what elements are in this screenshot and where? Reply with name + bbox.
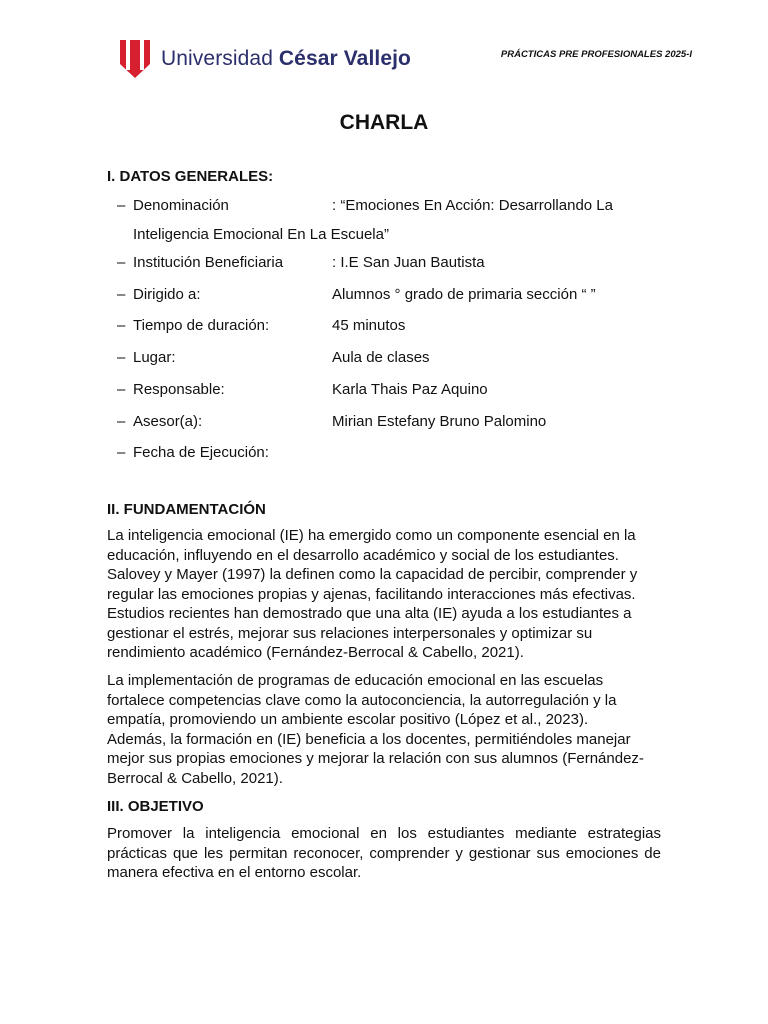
list-dash: – [117, 286, 126, 303]
datos-value: Mirian Estefany Bruno Palomino [332, 413, 547, 430]
datos-value: : I.E San Juan Bautista [332, 254, 485, 271]
datos-value: Alumnos ° grado de primaria sección “ ” [332, 286, 596, 303]
fundamentacion-paragraph-2: La implementación de programas de educación emocional en las escuelas fortalece competencias clave como la autoconciencia, la autorregulación y la empatía, promoviendo un ambiente escolar positivo (López et al., 2023). Además, la formación en (IE) beneficia a los docentes, permitiéndoles manejar mejor sus propias emociones y mejorar la relación con sus alumnos (Fernández-Berrocal & Cabello, 2021). [107, 672, 644, 787]
header-course-label: PRÁCTICAS PRE PROFESIONALES 2025-I [500, 49, 692, 60]
page-title: CHARLA [339, 111, 429, 134]
logo-text-bold: César Vallejo [278, 47, 411, 70]
list-dash: – [117, 317, 126, 334]
datos-label: Asesor(a): [133, 413, 203, 430]
datos-value: Karla Thais Paz Aquino [332, 381, 488, 398]
fundamentacion-paragraph-1: La inteligencia emocional (IE) ha emergido como un componente esencial en la educación, influyendo en el desarrollo académico y social de los estudiantes. Salovey y Mayer (1997) la definen como la capacidad de percibir, comprender y regular las emociones propias y ajenas, facilitando interacciones más efectivas. Estudios recientes han demostrado que una alta (IE) ayuda a los estudiantes a gestionar el estrés, mejorar sus relaciones interpersonales y optimizar su rendimiento académico (Fernández-Berrocal & Cabello, 2021). [107, 527, 638, 661]
datos-label: Institución Beneficiaria [133, 254, 284, 271]
logo-wordmark [161, 47, 411, 71]
datos-label: Fecha de Ejecución: [133, 444, 269, 461]
section-heading-fundamentacion: II. FUNDAMENTACIÓN [107, 501, 266, 518]
list-dash: – [117, 349, 126, 366]
objetivo-paragraph: Promover la inteligencia emocional en los estudiantes mediante estrategias prácticas que les permitan reconocer, comprender y gestionar sus emociones de manera efectiva en el entorno escolar. [107, 825, 661, 881]
section-heading-objetivo: III. OBJETIVO [107, 798, 204, 815]
datos-label: Denominación [133, 197, 229, 214]
datos-value: 45 minutos [332, 317, 406, 334]
datos-value-continuation: Inteligencia Emocional En La Escuela” [133, 226, 389, 243]
datos-value: Aula de clases [332, 349, 430, 366]
list-dash: – [117, 413, 126, 430]
list-dash: – [117, 444, 126, 461]
datos-label: Responsable: [133, 381, 225, 398]
section-heading-datos: I. DATOS GENERALES: [107, 168, 274, 185]
list-dash: – [117, 381, 126, 398]
logo-text-regular: Universidad [161, 47, 279, 70]
page-header [118, 38, 692, 84]
shield-logo-icon [118, 38, 152, 80]
university-logo [118, 38, 411, 80]
list-dash: – [117, 197, 126, 214]
datos-label: Lugar: [133, 349, 176, 366]
datos-value: : “Emociones En Acción: Desarrollando La [332, 197, 613, 214]
list-dash: – [117, 254, 126, 271]
datos-label: Tiempo de duración: [133, 317, 270, 334]
datos-label: Dirigido a: [133, 286, 201, 303]
